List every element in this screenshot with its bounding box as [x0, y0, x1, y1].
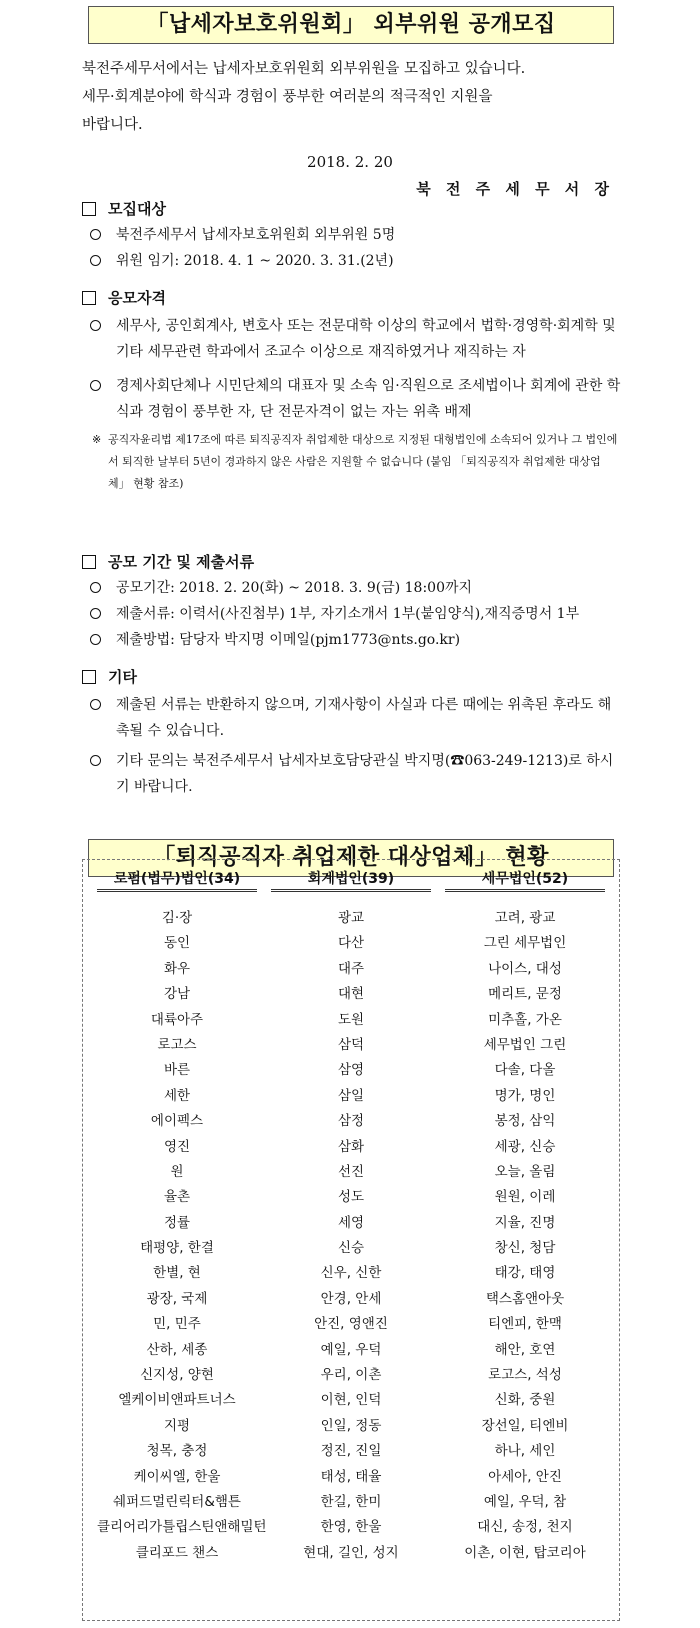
item-text: 세무사, 공인회계사, 변호사 또는 전문대학 이상의 학교에서 법학·경영학·회계학 및 기타 세무관련 학과에서 조교수 이상으로 재직하였거나 재직하는 자 — [116, 318, 616, 360]
table-cell: 청목, 충정 — [146, 1443, 208, 1460]
column-list — [271, 906, 431, 1566]
table-column-accounting-firms — [271, 860, 431, 1566]
column-list — [445, 906, 605, 1566]
table-cell: 다솔, 다올 — [494, 1062, 556, 1079]
list-item — [82, 601, 622, 627]
table-cell: 성도 — [337, 1189, 365, 1206]
table-cell: 창신, 청담 — [494, 1240, 556, 1257]
table-cell: 광장, 국제 — [146, 1290, 208, 1307]
table-cell: 케이씨엘, 한울 — [133, 1468, 221, 1485]
table-cell: 세영 — [337, 1214, 365, 1231]
table-cell: 한영, 한울 — [320, 1519, 382, 1536]
table-cell: 세한 — [163, 1087, 191, 1104]
section-heading — [82, 549, 622, 575]
announcement-date: 2018. 2. 20 — [307, 153, 393, 171]
section-period-documents — [82, 549, 622, 653]
table-cell: 클리어리가틀립스틴앤해밀턴 — [97, 1519, 267, 1536]
table-cell: 인일, 정동 — [320, 1417, 382, 1434]
table-cell: 엘케이비앤파트너스 — [118, 1392, 236, 1409]
section-heading — [82, 664, 622, 690]
item-text: 제출방법: 담당자 박지명 이메일(pjm1773@nts.go.kr) — [116, 632, 461, 648]
table-cell: 김·장 — [161, 910, 193, 926]
list-item — [82, 222, 622, 248]
table-cell: 신화, 중원 — [494, 1392, 556, 1409]
table-cell: 아세아, 안진 — [488, 1468, 562, 1485]
table-cell: 원원, 이레 — [494, 1189, 556, 1206]
table-cell: 우리, 이촌 — [320, 1367, 382, 1384]
restricted-firms-table — [82, 859, 620, 1621]
table-cell: 로고스 — [157, 1036, 197, 1053]
table-cell: 그린 세무법인 — [483, 935, 567, 952]
table-cell: 봉정, 삼익 — [494, 1113, 556, 1130]
table-cell: 해안, 호연 — [494, 1341, 556, 1358]
table-cell: 티엔피, 한맥 — [488, 1316, 562, 1333]
section-other — [82, 664, 622, 800]
table-cell: 삼영 — [337, 1062, 365, 1079]
circle-bullet-icon — [90, 608, 101, 619]
table-cell: 예일, 우덕 — [320, 1341, 382, 1358]
table-cell: 대현 — [337, 986, 365, 1003]
list-item — [82, 748, 622, 800]
item-text: 북전주세무서 납세자보호위원회 외부위원 5명 — [116, 227, 396, 243]
table-cell: 클리포드 챈스 — [135, 1544, 219, 1561]
list-item — [82, 692, 622, 744]
table-cell: 영진 — [163, 1138, 191, 1155]
section-recruitment-target — [82, 196, 622, 274]
table-cell: 세무법인 그린 — [483, 1036, 567, 1053]
table-cell: 쉐퍼드멀린릭터&햄튼 — [113, 1493, 241, 1510]
section-heading-text: 공모 기간 및 제출서류 — [108, 553, 255, 571]
table-cell: 예일, 우덕, 참 — [483, 1493, 567, 1510]
page-title: 「납세자보호위원회」 외부위원 공개모집 — [88, 6, 614, 44]
list-item — [82, 373, 622, 425]
table-cell: 화우 — [163, 960, 191, 977]
table-cell: 정률 — [163, 1214, 191, 1231]
note-mark: ※ — [92, 433, 102, 446]
intro-paragraph — [82, 55, 622, 139]
table-cell: 원 — [170, 1163, 184, 1180]
list-item — [82, 627, 622, 653]
table-cell: 삼정 — [337, 1113, 365, 1130]
table-cell: 에이펙스 — [150, 1113, 204, 1130]
note-text: 공직자윤리법 제17조에 따른 퇴직공직자 취업제한 대상으로 지정된 대형법인에 소속되어 있거나 그 법인에서 퇴직한 날부터 5년이 경과하지 않은 사람은 지원할 수 없습니다 (붙임 「퇴직공직자 취업제한 대상업체」 현황 참조) — [108, 433, 618, 490]
table-cell: 지율, 진명 — [494, 1214, 556, 1231]
table-cell: 고려, 광교 — [494, 910, 556, 926]
table-cell: 메리트, 문정 — [488, 986, 562, 1003]
table-cell: 강남 — [163, 986, 191, 1003]
checkbox-square-icon — [82, 291, 96, 305]
table-cell: 대주 — [337, 960, 365, 977]
table-cell: 신승 — [337, 1240, 365, 1257]
column-header: 세무법인(52) — [445, 868, 605, 892]
table-cell: 장선일, 티엔비 — [481, 1417, 569, 1434]
footnote — [82, 429, 622, 495]
item-text: 제출서류: 이력서(사진첨부) 1부, 자기소개서 1부(붙임양식),재직증명서 1부 — [116, 606, 580, 622]
section-heading — [82, 196, 622, 222]
circle-bullet-icon — [90, 699, 101, 710]
section-heading-text: 기타 — [108, 668, 137, 686]
table-cell: 로고스, 석성 — [488, 1367, 562, 1384]
circle-bullet-icon — [90, 634, 101, 645]
table-cell: 태평양, 한결 — [140, 1240, 214, 1257]
table-cell: 나이스, 대성 — [488, 960, 562, 977]
table-cell: 정진, 진일 — [320, 1443, 382, 1460]
checkbox-square-icon — [82, 202, 96, 216]
intro-line: 바랍니다. — [82, 117, 143, 133]
table-cell: 이현, 인덕 — [320, 1392, 382, 1409]
column-header: 로펌(법무)법인(34) — [97, 868, 257, 892]
circle-bullet-icon — [90, 755, 101, 766]
table-cell: 한길, 한미 — [320, 1493, 382, 1510]
list-item — [82, 313, 622, 365]
table-cell: 삼덕 — [337, 1036, 365, 1053]
section-heading-text: 모집대상 — [108, 200, 166, 218]
table-cell: 미추홀, 가온 — [488, 1011, 562, 1028]
table-cell: 삼화 — [337, 1138, 365, 1155]
table-cell: 신우, 신한 — [320, 1265, 382, 1282]
circle-bullet-icon — [90, 255, 101, 266]
table-cell: 동인 — [163, 935, 191, 952]
item-text: 위원 임기: 2018. 4. 1 ~ 2020. 3. 31.(2년) — [116, 253, 394, 269]
table-cell: 태강, 태영 — [494, 1265, 556, 1282]
table-cell: 삼일 — [337, 1087, 365, 1104]
checkbox-square-icon — [82, 555, 96, 569]
column-list — [97, 906, 267, 1566]
table-cell: 안진, 영앤진 — [314, 1316, 388, 1333]
circle-bullet-icon — [90, 380, 101, 391]
item-text: 공모기간: 2018. 2. 20(화) ~ 2018. 3. 9(금) 18:00까지 — [116, 580, 473, 596]
table-title: 「퇴직공직자 취업제한 대상업체」 현황 — [88, 839, 614, 877]
table-cell: 대신, 송정, 천지 — [477, 1519, 573, 1536]
intro-line: 세무·회계분야에 학식과 경험이 풍부한 여러분의 적극적인 지원을 — [82, 89, 493, 105]
section-heading-text: 응모자격 — [108, 289, 166, 307]
section-heading — [82, 285, 622, 311]
item-text: 기타 문의는 북전주세무서 납세자보호담당관실 박지명(☎063-249-1213)로 하시기 바랍니다. — [116, 753, 614, 795]
column-header: 회계법인(39) — [271, 868, 431, 892]
item-text: 경제사회단체나 시민단체의 대표자 및 소속 임·직원으로 조세법이나 회계에 관한 학식과 경험이 풍부한 자, 단 전문자격이 없는 자는 위촉 배제 — [116, 378, 621, 420]
circle-bullet-icon — [90, 229, 101, 240]
issuing-organization: 북 전 주 세 무 서 장 — [416, 180, 614, 198]
table-cell: 다산 — [337, 935, 365, 952]
table-cell: 안경, 안세 — [320, 1290, 382, 1307]
table-cell: 택스홈앤아웃 — [485, 1290, 565, 1307]
table-cell: 산하, 세종 — [146, 1341, 208, 1358]
section-qualifications — [82, 285, 622, 495]
table-cell: 도원 — [337, 1011, 365, 1028]
circle-bullet-icon — [90, 320, 101, 331]
item-text: 제출된 서류는 반환하지 않으며, 기재사항이 사실과 다른 때에는 위촉된 후라도 해촉될 수 있습니다. — [116, 697, 612, 739]
table-cell: 대륙아주 — [150, 1011, 204, 1028]
table-cell: 세광, 신승 — [494, 1138, 556, 1155]
table-cell: 율촌 — [163, 1189, 191, 1206]
table-cell: 민, 민주 — [153, 1316, 201, 1333]
table-cell: 한별, 현 — [153, 1265, 201, 1282]
table-column-tax-firms — [445, 860, 605, 1566]
checkbox-square-icon — [82, 670, 96, 684]
intro-line: 북전주세무서에서는 납세자보호위원회 외부위원을 모집하고 있습니다. — [82, 61, 526, 77]
table-cell: 태성, 태율 — [320, 1468, 382, 1485]
table-cell: 명가, 명인 — [494, 1087, 556, 1104]
table-cell: 오늘, 올림 — [494, 1163, 556, 1180]
table-cell: 선진 — [337, 1163, 365, 1180]
list-item — [82, 248, 622, 274]
table-cell: 하나, 세인 — [494, 1443, 556, 1460]
table-cell: 광교 — [337, 910, 365, 926]
table-cell: 지평 — [163, 1417, 191, 1434]
list-item — [82, 575, 622, 601]
circle-bullet-icon — [90, 582, 101, 593]
table-cell: 신지성, 양현 — [140, 1367, 214, 1384]
table-column-law-firms — [97, 860, 267, 1566]
table-cell: 이촌, 이현, 탑코리아 — [464, 1544, 586, 1561]
table-cell: 바른 — [163, 1062, 191, 1079]
table-cell: 현대, 길인, 성지 — [303, 1544, 399, 1561]
